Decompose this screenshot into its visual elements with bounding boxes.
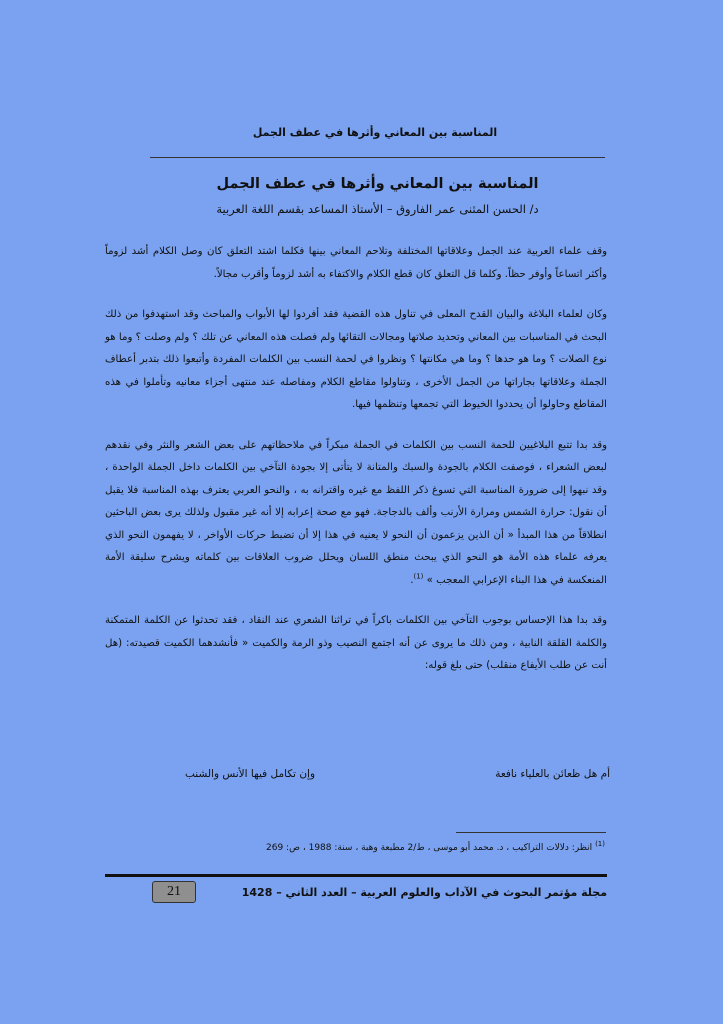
paragraph-text: وقد بدا تتبع البلاغيين للحمة النسب بين الكلمات في الجملة مبكراً في ملاحظاتهم على بعض الشعر والنثر وفي نقدهم لبعض الشعراء ، فوصفت الكلام بالجودة والسبك والمتانة لا يتأتى إلا بجودة التآخي بين الكلمات داخل الجملة الواحدة ، وقد نبهوا إلى ضرورة المناسبة التي تسوغ ذكر اللفظ مع غيره واقترانه به ، والنحو العربي يعترف بهذه المناسبة فلا يقبل أن نقول: حرارة الشمس ومرارة الأرنب وألف بالدجاجة. فهو مع صحة إعرابه إلا أنه غير مقبول ولذلك يرى بعض الباحثين انطلاقاً من هذا المبدأ « أن الذين يزعمون أن النحو لا يعنيه في هذا إلا أن تضبط حركات الأواخر ، لا يفهمون النحو الذي يعرفه علماء هذه الأمة هو النحو الذي يبحث منطق اللسان ويحلل ضروب العلاقات بين كلماته ويشرح سليقة الأمة المنعكسة في هذا البناء الإعرابي المعجب » bbox=[105, 439, 607, 586]
paragraph: وقف علماء العربية عند الجمل وعلاقاتها المختلفة وتلاحم المعاني بينها فكلما اشتد التعلق كان وصل الكلام أشد لزوماً وأكثر اتساعاً وأوفر حظاً. وكلما قل التعلق كان قطع الكلام والاكتفاء به أشد لزوماً وأقرب مجالاً. bbox=[105, 246, 607, 280]
footnote-divider bbox=[456, 832, 606, 833]
paragraph: وقد بدا هذا الإحساس بوجوب التآخي بين الكلمات باكراً في تراثنا الشعري عند النقاد ، فقد تحدثوا عن الكلمة المتمكنة والكلمة القلقة النابية ، ومن ذلك ما يروى عن أنه اجتمع النصيب وذو الرمة والكميت « فأنشدهما الكميت قصيدته: (هل أنت عن طلب الأيفاع منقلب) حتى بلغ قوله: bbox=[105, 615, 607, 671]
footnote-reference: (1) bbox=[413, 572, 424, 581]
poem-second-hemistich: وإن تكامل فيها الأنس والشنب bbox=[185, 768, 316, 780]
page-number: 21 bbox=[152, 881, 196, 903]
footnote-marker: (1) bbox=[595, 840, 605, 848]
footnote-text: انظر: دلالات التراكيب ، د. محمد أبو موسى ، ط/2 مطبعة وهبة ، سنة: 1988 ، ص: 269 bbox=[266, 843, 593, 853]
article-body bbox=[105, 241, 607, 678]
footnote bbox=[150, 840, 605, 853]
header-divider bbox=[150, 157, 605, 158]
running-header: المناسبة بين المعاني وأثرها في عطف الجمل bbox=[252, 126, 498, 139]
paragraph: وقد بدا تتبع البلاغيين للحمة النسب بين الكلمات في الجملة مبكراً في ملاحظاتهم على بعض الشعر والنثر وفي نقدهم لبعض الشعراء ، فوصفت الكلام بالجودة والسبك والمتانة لا يتأتى إلا بجودة التآخي بين الكلمات داخل الجملة الواحدة ، وقد نبهوا إلى ضرورة المناسبة التي تسوغ ذكر اللفظ مع غيره واقترانه به ، والنحو العربي يعترف بهذه المناسبة فلا يقبل أن نقول: حرارة الشمس ومرارة الأرنب وألف بالدجاجة. فهو مع صحة إعرابه إلا أنه غير مقبول ولذلك يرى بعض الباحثين انطلاقاً من هذا المبدأ « أن الذين يزعمون أن النحو لا يعنيه في هذا إلا أن تضبط حركات الأواخر ، لا يفهمون النحو الذي يعرفه علماء هذه الأمة هو النحو الذي يبحث منطق اللسان ويحلل ضروب العلاقات بين كلماته ويشرح سليقة الأمة المنعكسة في هذا البناء الإعرابي المعجب » $^{(1)}$. bbox=[105, 439, 607, 586]
poem-verse bbox=[185, 768, 610, 790]
paragraph: وكان لعلماء البلاغة والبيان القدح المعلى في تناول هذه القضية فقد أفردوا لها الأبواب والمباحث وقد استهدفوا من ذلك البحث في المناسبات بين المعاني وتحديد صلاتها ومجالات التقائها ولم فصلت هذه المعاني عن تلك ؟ ولم وصلت ؟ وما هو نوع الصلات ؟ وما هو حدها ؟ وما هي مكانتها ؟ ونظروا في لحمة النسب بين الكلمات المفردة وأتبعوا ذلك بتدبر أعطاف الجملة وعلاقاتها بجاراتها من الجمل الأخرى ، وتناولوا مقاطع الكلام ومفاصله عند منتهى أجزاء معانيه وتأملوا في هذه المقاطع وحاولوا أن يحددوا الخيوط التي تجمعها وتنظمها فيها. bbox=[105, 309, 607, 410]
footer-journal-issue: مجلة مؤتمر البحوث في الآداب والعلوم العربية – العدد الثاني – 1428 bbox=[241, 886, 607, 899]
poem-first-hemistich: أم هل ظعائن بالعلياء نافعة bbox=[495, 768, 610, 780]
footer-divider bbox=[105, 874, 607, 877]
article-author: د/ الحسن المثنى عمر الفاروق – الأستاذ المساعد بقسم اللغة العربية bbox=[216, 202, 539, 216]
article-title: المناسبة بين المعاني وأثرها في عطف الجمل bbox=[216, 176, 539, 192]
